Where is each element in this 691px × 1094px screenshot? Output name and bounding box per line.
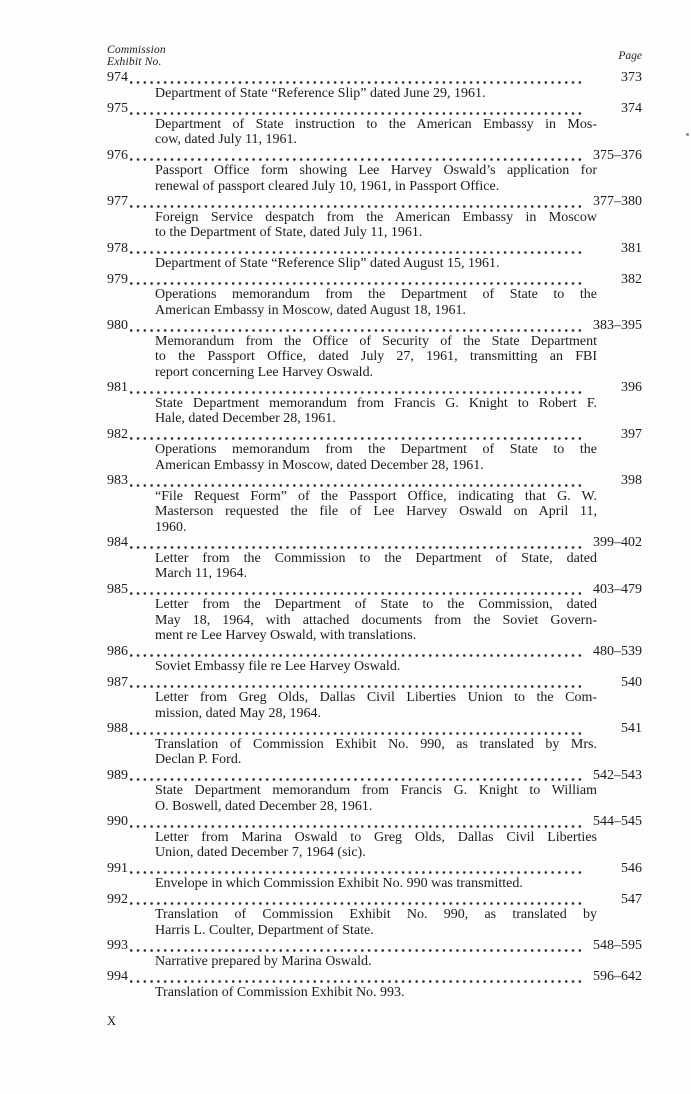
description-line: Operations memorandum from the Department of State to the	[155, 442, 597, 457]
description-line: Envelope in which Commission Exhibit No. 990 was transmitted.	[155, 876, 523, 891]
dot-leader	[130, 81, 583, 84]
dot-leader	[130, 685, 583, 688]
page-number: 383–395	[593, 318, 642, 333]
dot-leader	[130, 778, 583, 781]
dot-leader	[130, 251, 583, 254]
entry-row	[107, 644, 642, 660]
page-number: 375–376	[593, 147, 642, 163]
toc-entry	[107, 148, 642, 195]
entry-description	[155, 690, 597, 721]
entry-row	[107, 535, 642, 551]
dot-leader	[130, 825, 583, 828]
entry-description	[155, 551, 597, 582]
entry-description	[155, 985, 597, 1001]
description-line: Union, dated December 7, 1964 (sic).	[155, 845, 366, 860]
entry-row	[107, 101, 642, 117]
entry-row	[107, 318, 642, 334]
entry-row	[107, 938, 642, 954]
description-line: Hale, dated December 28, 1961.	[155, 411, 336, 426]
description-line: Letter from Greg Olds, Dallas Civil Liberties Union to the Com-	[155, 690, 597, 705]
exhibit-number: 985	[107, 581, 128, 597]
description-line: Operations memorandum from the Department of State to the	[155, 287, 597, 302]
toc-entry	[107, 969, 642, 1000]
description-line: Passport Office form showing Lee Harvey Oswald’s application for	[155, 163, 597, 178]
dot-leader	[130, 391, 583, 394]
description-line: Department of State “Reference Slip” dated August 15, 1961.	[155, 256, 500, 271]
exhibit-number: 978	[107, 240, 128, 256]
exhibit-number: 991	[107, 860, 128, 876]
entry-row	[107, 194, 642, 210]
toc-entry	[107, 644, 642, 675]
exhibit-number: 984	[107, 535, 128, 550]
page-number: 542–543	[593, 767, 642, 783]
entry-row	[107, 70, 642, 86]
toc-entry	[107, 861, 642, 892]
description-line: May 18, 1964, with attached documents from the Soviet Govern-	[155, 612, 597, 628]
toc-list	[107, 70, 642, 1000]
toc-entry	[107, 582, 642, 644]
folio-page-number: X	[107, 1014, 117, 1028]
entry-description	[155, 117, 597, 148]
entry-description	[155, 737, 597, 768]
entry-description	[155, 210, 597, 241]
toc-entry	[107, 675, 642, 722]
description-line: American Embassy in Moscow, dated December 28, 1961.	[155, 457, 484, 473]
toc-entry	[107, 938, 642, 969]
exhibit-number: 974	[107, 70, 128, 85]
exhibit-number: 994	[107, 969, 128, 984]
page-number: 546	[621, 860, 642, 876]
entry-row	[107, 675, 642, 691]
page-number: 403–479	[593, 581, 642, 597]
description-line: Memorandum from the Office of Security of the State Department	[155, 333, 597, 349]
page-number: 541	[621, 721, 642, 736]
exhibit-number: 983	[107, 473, 128, 488]
entry-row	[107, 768, 642, 784]
dot-leader	[130, 949, 583, 952]
scan-artifact	[686, 133, 689, 136]
entry-row	[107, 473, 642, 489]
entry-description	[155, 907, 597, 938]
exhibit-column-label-line1: Commission	[107, 44, 166, 56]
toc-entry	[107, 241, 642, 272]
description-line: March 11, 1964.	[155, 566, 248, 581]
description-line: Translation of Commission Exhibit No. 990, as translated by Mrs.	[155, 736, 597, 752]
entry-row	[107, 721, 642, 737]
page-number: 381	[621, 240, 642, 256]
exhibit-number: 976	[107, 147, 128, 163]
entry-row	[107, 892, 642, 908]
description-line: Letter from the Commission to the Department of State, dated	[155, 550, 597, 566]
toc-entry	[107, 272, 642, 319]
page-number: 544–545	[593, 814, 642, 829]
entry-row	[107, 427, 642, 443]
description-line: Foreign Service despatch from the American Embassy in Moscow	[155, 209, 597, 225]
toc-entry	[107, 814, 642, 861]
description-line: to the Department of State, dated July 11, 1961.	[155, 225, 423, 240]
page-number: 397	[621, 426, 642, 442]
exhibit-column-label	[107, 45, 166, 68]
entry-row	[107, 272, 642, 288]
description-line: Narrative prepared by Marina Oswald.	[155, 953, 372, 969]
dot-leader	[130, 437, 583, 440]
description-line: ment re Lee Harvey Oswald, with translations.	[155, 628, 417, 643]
toc-entry	[107, 194, 642, 241]
toc-entry	[107, 892, 642, 939]
exhibit-number: 977	[107, 194, 128, 209]
exhibit-number: 986	[107, 643, 128, 659]
dot-leader	[130, 980, 583, 983]
description-line: Masterson requested the file of Lee Harvey Oswald on April 11,	[155, 504, 597, 519]
entry-row	[107, 380, 642, 396]
description-line: Soviet Embassy file re Lee Harvey Oswald.	[155, 659, 401, 674]
entry-row	[107, 582, 642, 598]
exhibit-number: 980	[107, 318, 128, 333]
exhibit-number: 981	[107, 380, 128, 395]
dot-leader	[130, 546, 583, 549]
description-line: Translation of Commission Exhibit No. 990, as translated by	[155, 907, 597, 922]
entry-description	[155, 256, 597, 272]
entry-row	[107, 241, 642, 257]
page-number: 382	[621, 271, 642, 287]
page-number: 480–539	[593, 643, 642, 659]
entry-row	[107, 148, 642, 164]
description-line: American Embassy in Moscow, dated August 18, 1961.	[155, 302, 466, 318]
entry-description	[155, 86, 597, 102]
entry-description	[155, 830, 597, 861]
dot-leader	[130, 329, 583, 332]
description-line: mission, dated May 28, 1964.	[155, 705, 322, 721]
description-line: 1960.	[155, 519, 187, 535]
page-number: 596–642	[593, 969, 642, 984]
dot-leader	[130, 158, 583, 161]
description-line: renewal of passport cleared July 10, 1961, in Passport Office.	[155, 178, 500, 194]
toc-entry	[107, 380, 642, 427]
entry-description	[155, 597, 597, 644]
exhibit-column-label-line2: Exhibit No.	[107, 55, 162, 68]
dot-leader	[130, 484, 583, 487]
dot-leader	[130, 112, 583, 115]
dot-leader	[130, 732, 583, 735]
exhibit-number: 988	[107, 721, 128, 736]
entry-description	[155, 396, 597, 427]
toc-entry	[107, 721, 642, 768]
entry-description	[155, 287, 597, 318]
exhibit-number: 975	[107, 101, 128, 116]
page-number: 399–402	[593, 535, 642, 550]
description-line: to the Passport Office, dated July 27, 1961, transmitting an FBI	[155, 349, 597, 364]
entry-description	[155, 783, 597, 814]
page-number: 548–595	[593, 938, 642, 953]
description-line: report concerning Lee Harvey Oswald.	[155, 364, 374, 380]
description-line: cow, dated July 11, 1961.	[155, 132, 298, 147]
exhibit-number: 982	[107, 426, 128, 442]
description-line: State Department memorandum from Francis G. Knight to William	[155, 783, 597, 798]
toc-entry	[107, 101, 642, 148]
description-line: “File Request Form” of the Passport Office, indicating that G. W.	[155, 488, 597, 504]
entry-row	[107, 969, 642, 985]
entry-description	[155, 876, 597, 892]
dot-leader	[130, 282, 583, 285]
entry-description	[155, 334, 597, 381]
exhibit-number: 989	[107, 767, 128, 783]
description-line: Declan P. Ford.	[155, 752, 242, 767]
dot-leader	[130, 871, 583, 874]
page-number: 373	[621, 70, 642, 85]
dot-leader	[130, 592, 583, 595]
exhibit-number: 987	[107, 674, 128, 690]
entry-description	[155, 442, 597, 473]
entry-description	[155, 954, 597, 970]
exhibit-number: 990	[107, 814, 128, 829]
dot-leader	[130, 902, 583, 905]
entry-description	[155, 163, 597, 194]
dot-leader	[130, 205, 583, 208]
description-line: Letter from Marina Oswald to Greg Olds, Dallas Civil Liberties	[155, 829, 597, 845]
toc-entry	[107, 427, 642, 474]
entry-description	[155, 659, 597, 675]
page-number: 374	[621, 101, 642, 116]
description-line: State Department memorandum from Francis G. Knight to Robert F.	[155, 395, 597, 411]
description-line: Letter from the Department of State to the Commission, dated	[155, 597, 597, 612]
exhibit-number: 979	[107, 271, 128, 287]
page-number: 398	[621, 473, 642, 488]
dot-leader	[130, 654, 583, 657]
page-number: 547	[621, 891, 642, 907]
page-number: 540	[621, 674, 642, 690]
toc-entry	[107, 318, 642, 380]
toc-header	[107, 45, 642, 68]
description-line: Translation of Commission Exhibit No. 993.	[155, 984, 405, 1000]
toc-entry	[107, 473, 642, 535]
exhibit-number: 993	[107, 938, 128, 953]
toc-entry	[107, 70, 642, 101]
toc-entry	[107, 768, 642, 815]
description-line: Department of State “Reference Slip” dated June 29, 1961.	[155, 85, 486, 101]
page-number: 377–380	[593, 194, 642, 209]
page-number: 396	[621, 380, 642, 395]
entry-description	[155, 489, 597, 536]
toc-entry	[107, 535, 642, 582]
entry-row	[107, 814, 642, 830]
description-line: Department of State instruction to the American Embassy in Mos-	[155, 116, 597, 132]
description-line: O. Boswell, dated December 28, 1961.	[155, 798, 373, 814]
entry-row	[107, 861, 642, 877]
exhibit-number: 992	[107, 891, 128, 907]
description-line: Harris L. Coulter, Department of State.	[155, 922, 374, 938]
page-column-label: Page	[618, 49, 642, 62]
